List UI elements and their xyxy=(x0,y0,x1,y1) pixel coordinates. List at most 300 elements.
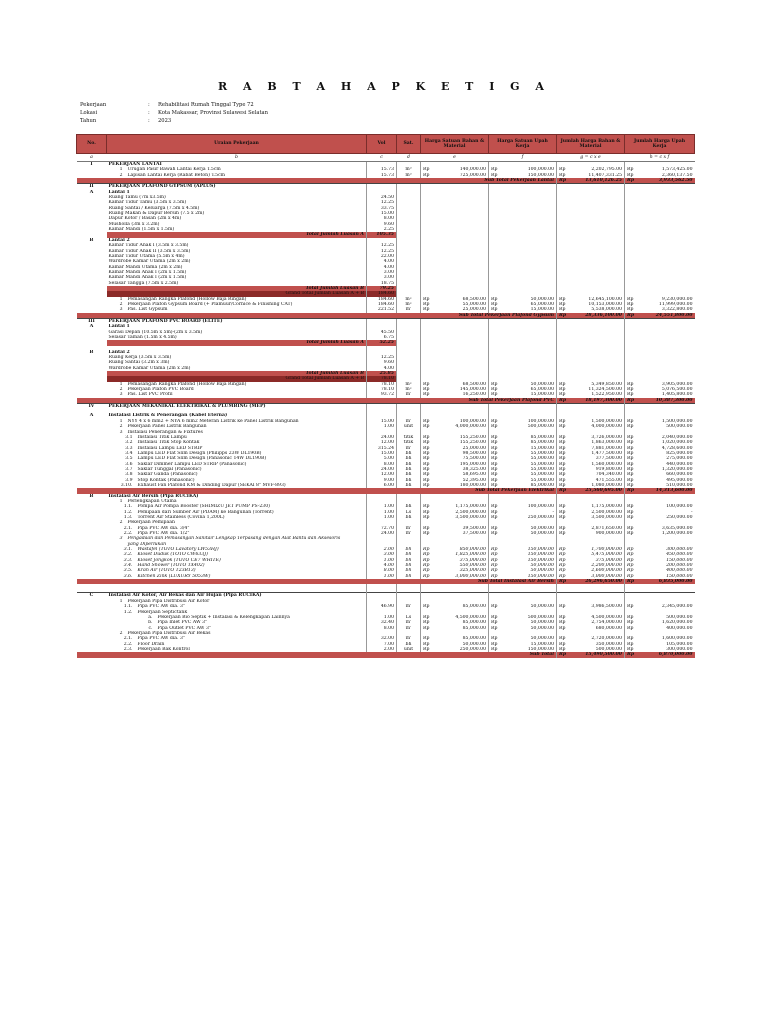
table-body xyxy=(77,162,695,658)
amount-value: 195,000.00 xyxy=(459,461,486,467)
amount-value: 150,000.00 xyxy=(666,557,693,563)
amount-value: 2,040,000.00 xyxy=(661,434,693,440)
currency-label: Rp xyxy=(491,515,498,520)
currency-label: Rp xyxy=(423,552,430,558)
header-jumlah-bahan: Jumlah Harga Bahan & Material xyxy=(557,135,625,154)
item-number: 2.2. xyxy=(123,641,133,647)
item-unit: unit xyxy=(397,647,421,652)
currency-label: Rp xyxy=(423,482,430,488)
item-unit: m' xyxy=(397,636,421,641)
subtotal-label: Sub Total Pekerjaan Plafond PVC xyxy=(107,398,557,404)
amount-value: 10,153,000.00 xyxy=(588,301,622,307)
item-number: 3.4. xyxy=(123,563,133,569)
amount-value: 28,336,100.00 xyxy=(585,312,622,318)
currency-label: Rp xyxy=(423,614,430,620)
amount-value: 145,000.00 xyxy=(459,387,486,393)
area-volume: 9.60 xyxy=(367,360,397,365)
currency-label: Rp xyxy=(627,573,634,579)
item-volume: 5.00 xyxy=(367,456,397,461)
area-volume: 22.00 xyxy=(367,254,397,259)
amount-value: 1,560,000.00 xyxy=(591,461,622,467)
currency-label: Rp xyxy=(423,296,430,302)
amount-value: 11,407,331.25 xyxy=(588,172,622,178)
area-description: Kamar Tidur Utama (5.5m x 4m) xyxy=(108,253,185,259)
currency-label: Rp xyxy=(627,525,634,531)
item-volume: 315.24 xyxy=(367,446,397,451)
item-volume: 12.00 xyxy=(367,472,397,477)
currency-label: Rp xyxy=(491,604,498,610)
item-unit: titik xyxy=(397,440,421,445)
item-volume: 32.00 xyxy=(367,636,397,641)
currency-label: Rp xyxy=(491,573,498,579)
area-description: Kamar Tidur Tamu (3.5m x 3.5m) xyxy=(108,200,187,206)
letter-e: e xyxy=(421,154,489,162)
currency-label: Rp xyxy=(559,579,567,585)
amount-value: 500,000.00 xyxy=(666,424,693,430)
header-no: No. xyxy=(77,135,107,154)
item-number: 2 xyxy=(119,630,123,636)
total-volume: 25.85 xyxy=(367,371,397,376)
currency-label: Rp xyxy=(627,579,635,585)
amount-value: 18,197,300.00 xyxy=(585,397,622,403)
item-text: Kitchen Zink (LUXURY 5053W) xyxy=(137,573,211,579)
item-volume: 15.73 xyxy=(367,173,397,178)
item-volume: 15.00 xyxy=(367,451,397,456)
item-unit: bh xyxy=(397,472,421,477)
info-row xyxy=(80,117,268,125)
amount-value: 1,500,000.00 xyxy=(591,418,622,424)
item-volume: 78.10 xyxy=(367,382,397,387)
currency-label: Rp xyxy=(491,504,498,510)
item-unit: m³ xyxy=(397,173,421,178)
currency-label: Rp xyxy=(423,646,430,652)
item-text: NYY 4 x 6 mm2 + NYA 6 mm2 Meteran Listrik ke Panel Listrik Bangunan xyxy=(127,418,299,424)
item-text: Pipa PVC AW dia. 1/2" xyxy=(137,531,190,537)
currency-label: Rp xyxy=(423,440,430,446)
currency-label: Rp xyxy=(491,531,498,537)
item-number: 3.6. xyxy=(123,573,133,579)
amount-value: 150,000.00 xyxy=(527,552,554,558)
item-unit: m' xyxy=(397,620,421,625)
currency-label: Rp xyxy=(491,646,498,652)
amount-value: 85,000.00 xyxy=(530,482,554,488)
item-number: 2.2. xyxy=(123,531,133,537)
amount-value: 15,000.00 xyxy=(530,641,554,647)
amount-value: 1,175,000.00 xyxy=(591,504,622,510)
area-volume: 3.00 xyxy=(367,275,397,280)
item-unit: bh xyxy=(397,547,421,552)
amount-value: 375,000.00 xyxy=(459,557,486,563)
amount-value: 3,905,000.00 xyxy=(661,381,693,387)
amount-value: 5,475,000.00 xyxy=(591,552,622,558)
area-description: Kamar Tidur Anak I (3.5m x 3.5m) xyxy=(108,243,189,249)
currency-label: Rp xyxy=(627,456,634,462)
currency-label: Rp xyxy=(491,509,498,515)
amount-value: 55,000.00 xyxy=(530,466,554,472)
item-text: Instalasi Titik Stop Kontak xyxy=(137,440,200,446)
currency-label: Rp xyxy=(559,466,566,472)
item-number: 3.1 xyxy=(125,434,133,440)
amount-value: 52,395.00 xyxy=(462,477,486,483)
area-description: Kamar Mandi (1.5m x 1.5m) xyxy=(108,227,175,233)
amount-value: 50,000.00 xyxy=(530,525,554,531)
item-text: Pemasangan Rangka Plafond (Hollow Baja Ringan) xyxy=(127,381,247,387)
amount-value: 704,340.00 xyxy=(595,472,622,478)
currency-label: Rp xyxy=(491,568,498,574)
item-text: Hand Shower (TOTO TX402) xyxy=(137,563,205,569)
amount-value: 1,320,000.00 xyxy=(661,466,693,472)
item-text: Wastafel (TOTO Lavatory LW53HJ) xyxy=(137,547,219,553)
currency-label: Rp xyxy=(559,472,566,478)
item-text: Pemasangan Rangka Plafond (Hollow Baja Ringan) xyxy=(127,296,247,302)
currency-label: Rp xyxy=(491,445,498,451)
currency-label: Rp xyxy=(627,445,634,451)
currency-label: Rp xyxy=(423,557,430,563)
currency-label: Rp xyxy=(491,557,498,563)
amount-value: 350,000.00 xyxy=(595,641,622,647)
currency-label: Rp xyxy=(423,301,430,307)
area-description: Kamar Mandi Anak I (2m x 1.5m) xyxy=(108,269,187,275)
currency-label: Rp xyxy=(559,504,566,510)
currency-label: Rp xyxy=(627,178,635,184)
amount-value: 50,000.00 xyxy=(530,636,554,642)
amount-value: 68,500.00 xyxy=(462,381,486,387)
amount-value: 850,000.00 xyxy=(459,547,486,553)
item-number: 1 xyxy=(119,296,123,302)
item-number: 3.2 xyxy=(125,440,133,446)
amount-value: 1,477,500.00 xyxy=(591,450,622,456)
amount-value: 50,000.00 xyxy=(530,620,554,626)
currency-label: Rp xyxy=(627,641,634,647)
amount-value: 1,405,800.00 xyxy=(661,392,693,398)
item-text: Instalasi Penerangan & Fixtures xyxy=(127,429,203,435)
amount-value: 13,610,126.25 xyxy=(585,178,622,184)
currency-label: Rp xyxy=(627,466,634,472)
subtotal-label: Sub Total Pekerjaan Plafond Gypsum xyxy=(107,313,557,319)
item-number: 3.1. xyxy=(123,547,133,553)
item-number: 3.3. xyxy=(123,557,133,563)
item-text: Pompa Air Pompa Booster (SHIMIZU JET PUMP PS-230) xyxy=(137,504,270,510)
section-title: PEKERJAAN MEKANIKAL ELEKTRIKAL & PLUMBING (MEP) xyxy=(107,404,367,410)
amount-value: 15,000.00 xyxy=(530,445,554,451)
amount-value: 2,754,000.00 xyxy=(591,620,622,626)
amount-value: 4,000,000.00 xyxy=(455,424,486,430)
amount-value: 15,000.00 xyxy=(530,307,554,313)
amount-value: 2,871,650.00 xyxy=(591,525,622,531)
currency-label: Rp xyxy=(491,466,498,472)
currency-label: Rp xyxy=(559,461,566,467)
amount-value: 150,000.00 xyxy=(666,573,693,579)
currency-label: Rp xyxy=(559,620,566,626)
info-colon: : xyxy=(148,110,150,116)
section-title: Lantai 1 xyxy=(108,324,130,330)
currency-label: Rp xyxy=(559,525,566,531)
amount-value: 1,573,425.00 xyxy=(661,167,693,173)
currency-label: Rp xyxy=(491,424,498,430)
amount-value: 7,881,000.00 xyxy=(591,445,622,451)
amount-value: 85,000.00 xyxy=(530,434,554,440)
amount-value: 3,322,800.00 xyxy=(661,307,693,313)
amount-value: 3,500,000.00 xyxy=(455,515,486,520)
item-volume: 9.00 xyxy=(367,478,397,483)
item-number: 3.6 xyxy=(125,461,133,467)
item-volume: 2.00 xyxy=(367,647,397,652)
item-unit: bh xyxy=(397,642,421,647)
currency-label: Rp xyxy=(423,472,430,478)
item-number: 2 xyxy=(119,387,123,393)
item-number: 2 xyxy=(119,301,123,307)
currency-label: Rp xyxy=(627,477,634,483)
currency-label: Rp xyxy=(423,525,430,531)
area-description: Ruang Santai (3.2m x 3m) xyxy=(108,360,170,366)
currency-label: Rp xyxy=(491,307,498,313)
amount-value: 55,000.00 xyxy=(462,301,486,307)
item-number: 3.8 xyxy=(125,472,133,478)
currency-label: Rp xyxy=(627,620,634,626)
currency-label: Rp xyxy=(423,466,430,472)
currency-label: Rp xyxy=(627,488,635,494)
currency-label: Rp xyxy=(423,563,430,569)
currency-label: Rp xyxy=(423,573,430,579)
amount-value: 4,728,600.00 xyxy=(661,445,693,451)
item-number: 1 xyxy=(119,381,123,387)
currency-label: Rp xyxy=(423,641,430,647)
letter-c: c xyxy=(367,154,397,162)
amount-value: 15,000.00 xyxy=(530,392,554,398)
item-number: 1.2. xyxy=(123,609,133,615)
amount-value: 3,500,000.00 xyxy=(591,515,622,520)
letter-b: b xyxy=(107,154,367,162)
subtotal-label: Sub Total Pekerjaan Lantai xyxy=(107,178,557,184)
currency-label: Rp xyxy=(491,381,498,387)
currency-label: Rp xyxy=(559,450,566,456)
section-title: Instalasi Listrik & Penerangan (Kabel Eterna) xyxy=(108,413,228,419)
area-description: Kamar Mandi Anak I (2m x 1.5m) xyxy=(108,275,187,281)
section-title: Instalasi Air Kotor, Air Bekas dan Air Hujan (Pipa RUCIKA) xyxy=(107,593,367,599)
item-unit: bh xyxy=(397,563,421,568)
item-text: Kran Air (TOTO T23B13) xyxy=(137,568,196,574)
section-number: C xyxy=(77,593,107,599)
item-text: Pengadaan dan Pemasangan Sanitair Lengkap Terpasang dengan Alat Bantu dan Aksesoris xyxy=(127,536,341,542)
amount-value: 12,645,100.00 xyxy=(588,296,622,302)
currency-label: Rp xyxy=(559,434,566,440)
header-sat: Sat. xyxy=(397,135,421,154)
item-volume: 6.00 xyxy=(367,483,397,488)
amount-value: 85,000.00 xyxy=(462,604,486,610)
item-volume: 46.90 xyxy=(367,604,397,609)
currency-label: Rp xyxy=(627,614,634,620)
amount-value: 180,000.00 xyxy=(459,482,486,488)
currency-label: Rp xyxy=(559,531,566,537)
currency-label: Rp xyxy=(627,482,634,488)
amount-value: 1,175,000.00 xyxy=(455,504,486,510)
item-text: Perlengkapan Utama xyxy=(127,498,177,504)
currency-label: Rp xyxy=(423,636,430,642)
amount-value: 50,000.00 xyxy=(530,531,554,537)
currency-label: Rp xyxy=(627,652,635,658)
item-text: Pekerjaan Panel Listrik Bangunan xyxy=(127,424,207,430)
amount-value: 68,500.00 xyxy=(462,296,486,302)
currency-label: Rp xyxy=(559,392,566,398)
item-text: Lapisan Lantai Kerja (Rabat Beton) T.5cm xyxy=(127,172,226,178)
currency-label: Rp xyxy=(423,307,430,313)
amount-value: 495,000.00 xyxy=(666,477,693,483)
amount-value: 4,500,000.00 xyxy=(455,614,486,620)
item-volume: 24.00 xyxy=(367,435,397,440)
info-row xyxy=(80,109,268,117)
info-value: Rehabilitasi Rumah Tinggal Type 72 xyxy=(158,102,254,108)
amount-value: 1,522,950.00 xyxy=(591,392,622,398)
amount-value: 6,870,000.00 xyxy=(658,652,693,658)
item-text: Pipa PVC AW dia. 3" xyxy=(137,604,186,610)
item-text: Pipa PVC AW dia. 3/4" xyxy=(137,525,190,531)
item-unit: m' xyxy=(397,626,421,631)
section-number: A xyxy=(89,324,94,330)
item-text: Lampu LED Flat Slim Design (Philipps 23W DL190B) xyxy=(137,450,262,456)
currency-label: Rp xyxy=(491,301,498,307)
amount-value: 3,000,000.00 xyxy=(455,573,486,579)
section-title: Instalasi Air Bersih (Pipa RUCIKA) xyxy=(108,493,199,499)
amount-value: 3,635,000.00 xyxy=(661,525,693,531)
item-unit: bh xyxy=(397,504,421,509)
amount-value: 10,387,300.00 xyxy=(655,397,693,403)
amount-value: 100,000.00 xyxy=(527,504,554,510)
currency-label: Rp xyxy=(491,636,498,642)
currency-label: Rp xyxy=(491,440,498,446)
amount-value: - xyxy=(690,509,693,515)
total-volume: 79.25 xyxy=(367,286,397,291)
item-unit: m' xyxy=(397,531,421,536)
amount-value: 2,720,000.00 xyxy=(591,636,622,642)
amount-value: 5,349,850.00 xyxy=(591,381,622,387)
item-volume: 15.73 xyxy=(367,167,397,172)
item-text: Saklar Tunggal (Panasonic) xyxy=(137,466,202,472)
currency-label: Rp xyxy=(627,636,634,642)
item-unit: bh xyxy=(397,467,421,472)
amount-value: 660,000.00 xyxy=(666,472,693,478)
item-text: Pekerjaan Bio Septik + Instalasi & Kelengkapan Lainnya xyxy=(157,614,290,620)
currency-label: Rp xyxy=(559,424,566,430)
currency-label: Rp xyxy=(559,445,566,451)
amount-value: 11,999,000.00 xyxy=(658,301,693,307)
item-unit: m' xyxy=(397,604,421,609)
amount-value: 3,726,000.00 xyxy=(591,434,622,440)
item-volume: 1.00 xyxy=(367,558,397,563)
header-vol: Vol xyxy=(367,135,397,154)
currency-label: Rp xyxy=(627,301,634,307)
amount-value: 39,500.00 xyxy=(462,525,486,531)
amount-value: 65,000.00 xyxy=(530,387,554,393)
currency-label: Rp xyxy=(559,312,567,318)
area-volume: 8.00 xyxy=(367,216,397,221)
currency-label: Rp xyxy=(627,296,634,302)
amount-value: 2,600,000.00 xyxy=(591,568,622,574)
amount-value: 2,345,000.00 xyxy=(661,604,693,610)
currency-label: Rp xyxy=(559,547,566,553)
item-unit: bh xyxy=(397,515,421,520)
amount-value: 55,000.00 xyxy=(530,477,554,483)
amount-value: 375,000.00 xyxy=(595,557,622,563)
total-volume: 105.35 xyxy=(367,232,397,237)
item-number: 3.7 xyxy=(125,466,133,472)
area-description: Selasar Tangga (7.5m x 2.5m) xyxy=(108,280,179,286)
currency-label: Rp xyxy=(627,557,634,563)
amount-value: 25,000.00 xyxy=(462,307,486,313)
item-number: 1.2. xyxy=(123,509,133,515)
currency-label: Rp xyxy=(559,397,567,403)
area-volume: 33.75 xyxy=(367,206,397,211)
currency-label: Rp xyxy=(491,418,498,424)
item-volume: 93.72 xyxy=(367,392,397,397)
info-value: 2023 xyxy=(158,118,172,124)
amount-value: 15,490,500.00 xyxy=(585,652,622,658)
currency-label: Rp xyxy=(627,440,634,446)
section-title: PEKERJAAN LANTAI xyxy=(107,162,367,168)
amount-value: 3,000,000.00 xyxy=(591,573,622,579)
amount-value: 500,000.00 xyxy=(527,614,554,620)
info-value: Kota Makassar, Provinsi Sulawesi Selatan xyxy=(158,110,268,116)
item-text: Pas. List PVC Profil xyxy=(127,392,173,398)
currency-label: Rp xyxy=(627,552,634,558)
section-number: III xyxy=(77,318,107,324)
currency-label: Rp xyxy=(627,392,634,398)
currency-label: Rp xyxy=(559,301,566,307)
amount-value: 75,500.00 xyxy=(462,456,486,462)
amount-value: 85,000.00 xyxy=(530,440,554,446)
amount-cell xyxy=(557,652,625,657)
item-volume: 24.00 xyxy=(367,467,397,472)
area-volume: 6.75 xyxy=(367,335,397,340)
amount-value: 50,000.00 xyxy=(462,641,486,647)
amount-value: 300,000.00 xyxy=(666,646,693,652)
currency-label: Rp xyxy=(559,636,566,642)
currency-label: Rp xyxy=(627,312,635,318)
area-description: Wardrobe Kamar Utama (2m x 2m) xyxy=(108,259,191,265)
item-volume: 7.00 xyxy=(367,642,397,647)
info-colon: : xyxy=(148,118,150,124)
item-volume: 1.00 xyxy=(367,510,397,515)
amount-value: 50,000.00 xyxy=(530,381,554,387)
amount-value: 2,202,795.00 xyxy=(591,167,622,173)
info-label: Pekerjaan xyxy=(80,102,107,108)
currency-label: Rp xyxy=(627,563,634,569)
currency-label: Rp xyxy=(559,178,567,184)
item-unit: bh xyxy=(397,552,421,557)
currency-label: Rp xyxy=(559,625,566,631)
section-title: Lantai 1 xyxy=(108,189,130,195)
item-volume: 12.00 xyxy=(367,440,397,445)
amount-value: 400,000.00 xyxy=(666,625,693,631)
item-text: Torrent Air Stainless (Covina 1,200L) xyxy=(137,515,225,520)
area-description: Wardrobe Kamar Utama (2m x 2m) xyxy=(108,365,191,371)
header-jumlah-upah: Jumlah Harga Upah Kerja xyxy=(625,135,695,154)
item-unit: m³ xyxy=(397,167,421,172)
currency-label: Rp xyxy=(627,461,634,467)
item-volume: 1.00 xyxy=(367,424,397,429)
area-volume: 12.25 xyxy=(367,249,397,254)
amount-value: 65,000.00 xyxy=(530,301,554,307)
item-unit: m' xyxy=(397,307,421,312)
item-number: b. xyxy=(148,620,153,626)
currency-label: Rp xyxy=(491,450,498,456)
item-unit: bh xyxy=(397,483,421,488)
section-number: B xyxy=(89,493,94,499)
item-text: Pekerjaan Plafon Gypsum Board (+ Plamuur/Cornice & Finishing CAT) xyxy=(127,301,293,307)
total-label: Total Jumlah Luasan B xyxy=(107,286,367,291)
item-text: Pekerjaan Bak Kontrol xyxy=(137,646,190,652)
currency-label: Rp xyxy=(559,418,566,424)
section-number: II xyxy=(77,184,107,190)
